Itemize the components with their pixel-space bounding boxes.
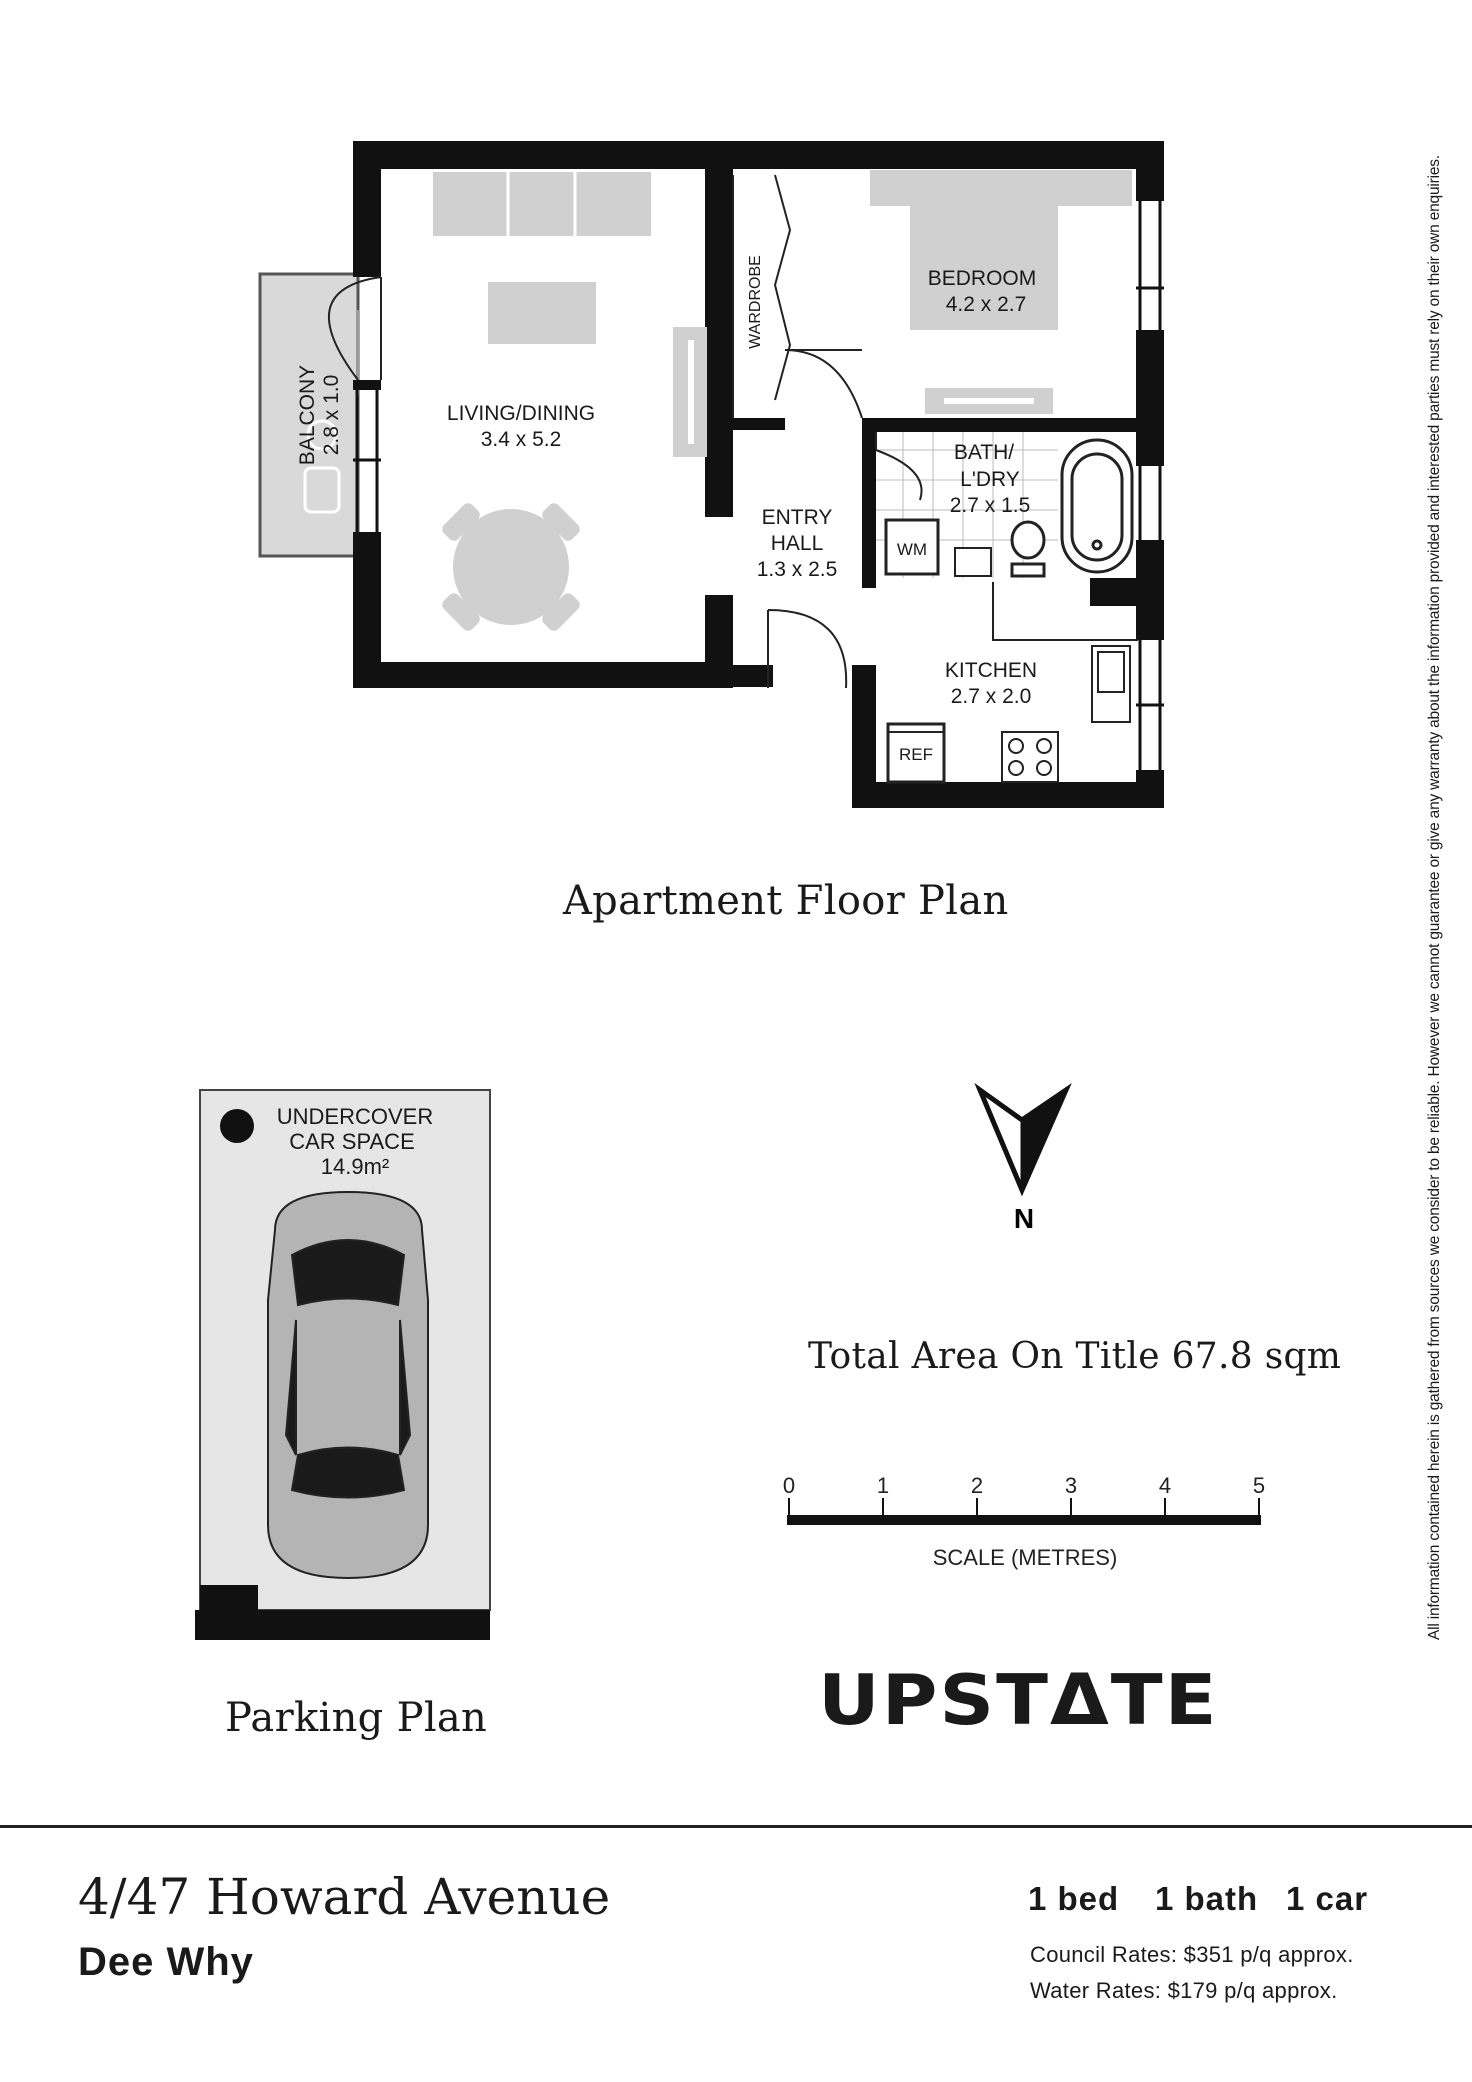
kitchen-name: KITCHEN: [944, 659, 1038, 682]
address-suburb: Dee Why: [78, 1940, 254, 1984]
entry-name-2: HALL: [770, 532, 824, 555]
wm-label: WM: [896, 540, 928, 559]
scale-tick-4: 4: [1158, 1473, 1172, 1498]
feature-bed: 1 bed: [1028, 1880, 1120, 1917]
bedroom-name: BEDROOM: [927, 267, 1037, 290]
feature-bath: 1 bath: [1155, 1880, 1259, 1917]
address-line1: 4/47 Howard Avenue: [78, 1868, 611, 1926]
north-label: N: [1013, 1203, 1035, 1234]
parking-plan: [195, 1090, 490, 1640]
scale-tick-3: 3: [1064, 1473, 1078, 1498]
ref-label: REF: [899, 745, 933, 764]
feature-car: 1 car: [1286, 1880, 1369, 1917]
entry-name-1: ENTRY: [761, 506, 833, 529]
brand-logo: UPSTΔTE: [818, 1658, 1219, 1741]
coffee-table: [488, 282, 596, 344]
water-rates: Water Rates: $179 p/q approx.: [1030, 1978, 1338, 2003]
balcony-name: BALCONY: [296, 364, 319, 466]
bathtub: [1062, 440, 1132, 572]
toilet: [1012, 522, 1044, 576]
scale-bar: [783, 1473, 1265, 1570]
scale-label: SCALE (METRES): [932, 1545, 1118, 1570]
parking-line1: UNDERCOVER: [276, 1104, 434, 1129]
doors: [329, 175, 922, 688]
scale-tick-0: 0: [782, 1473, 796, 1498]
car-icon: [268, 1192, 428, 1578]
bath-name-2: L'DRY: [960, 468, 1020, 491]
scale-tick-5: 5: [1252, 1473, 1266, 1498]
floor-plan-title: Apartment Floor Plan: [563, 878, 1009, 924]
living-dims: 3.4 x 5.2: [480, 428, 562, 451]
footer-divider: [0, 1825, 1472, 1828]
disclaimer: All information contained herein is gathered from sources we consider to be reliable. However we cannot guarantee or give any warranty about the information provided and interested parties must rely on their own enquiries.: [1426, 155, 1443, 1640]
bath-dims: 2.7 x 1.5: [949, 494, 1031, 517]
balcony-dims: 2.8 x 1.0: [320, 374, 343, 456]
living-name: LIVING/DINING: [446, 402, 596, 425]
kitchen-dims: 2.7 x 2.0: [950, 685, 1032, 708]
wardrobe-label: WARDROBE: [747, 255, 764, 349]
scale-tick-2: 2: [970, 1473, 984, 1498]
total-area: Total Area On Title 67.8 sqm: [808, 1336, 1342, 1377]
entry-dims: 1.3 x 2.5: [756, 558, 838, 581]
parking-plan-title: Parking Plan: [225, 1695, 488, 1741]
north-arrow-icon: [980, 1090, 1066, 1190]
sofa: [433, 172, 651, 236]
parking-area: 14.9m²: [320, 1154, 390, 1179]
bath-name-1: BATH/: [953, 441, 1015, 464]
parking-line2: CAR SPACE: [289, 1129, 415, 1154]
bedroom-dims: 4.2 x 2.7: [945, 293, 1027, 316]
council-rates: Council Rates: $351 p/q approx.: [1030, 1942, 1354, 1967]
scale-tick-1: 1: [876, 1473, 890, 1498]
